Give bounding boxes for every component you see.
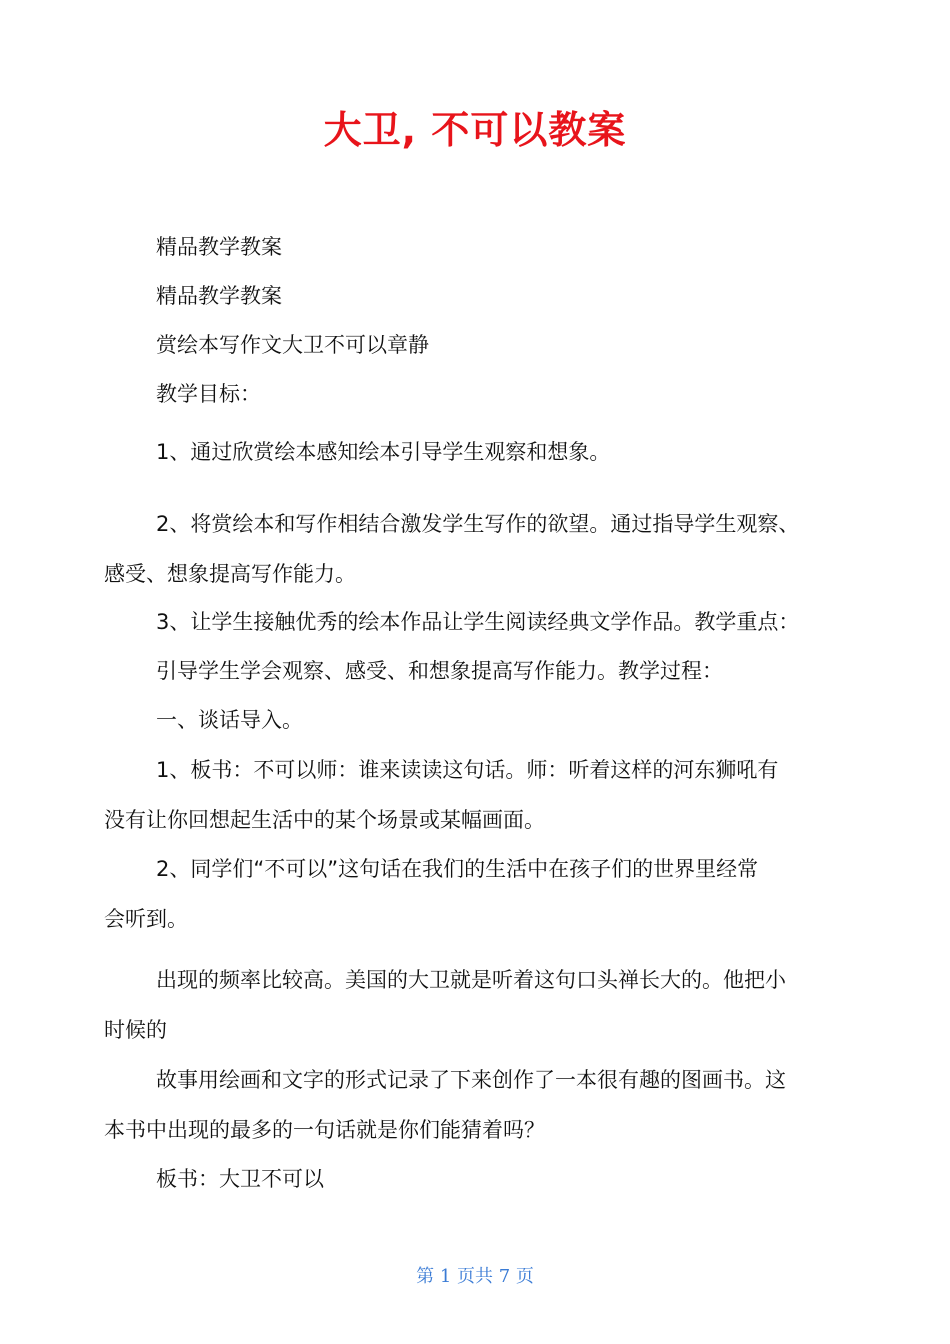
paragraph-line: 会听到。 xyxy=(104,907,188,931)
paragraph xyxy=(104,646,834,696)
paragraph-line: 一、谈话导入。 xyxy=(156,708,303,732)
paragraph xyxy=(104,499,834,599)
paragraph xyxy=(104,320,834,370)
document-title: 大卫, 不可以教案 xyxy=(323,108,627,152)
paragraph-line: 教学目标： xyxy=(156,382,261,406)
paragraph xyxy=(104,369,834,419)
paragraph-line: 没有让你回想起生活中的某个场景或某幅画面。 xyxy=(104,808,545,832)
paragraph-line: 2、同学们“不可以”这句话在我们的生活中在孩子们的世界里经常 xyxy=(156,857,759,881)
paragraph xyxy=(104,427,834,477)
paragraph xyxy=(104,955,834,1055)
paragraph xyxy=(104,597,834,647)
paragraph-line: 1、通过欣赏绘本感知绘本引导学生观察和想象。 xyxy=(156,440,611,464)
paragraph xyxy=(104,222,834,272)
paragraph-line: 感受、想象提高写作能力。 xyxy=(104,562,356,586)
paragraph-line: 3、让学生接触优秀的绘本作品让学生阅读经典文学作品。教学重点： xyxy=(156,610,800,634)
paragraph xyxy=(104,271,834,321)
paragraph-line: 板书：大卫不可以 xyxy=(156,1167,324,1191)
paragraph xyxy=(104,844,834,944)
paragraph-line: 故事用绘画和文字的形式记录了下来创作了一本很有趣的图画书。这 xyxy=(156,1068,786,1092)
paragraph-line: 1、板书：不可以师：谁来读读这句话。师：听着这样的河东狮吼有 xyxy=(156,758,779,782)
paragraph-line: 精品教学教案 xyxy=(156,235,282,259)
paragraph-line: 本书中出现的最多的一句话就是你们能猜着吗？ xyxy=(104,1118,545,1142)
paragraph-line: 出现的频率比较高。美国的大卫就是听着这句口头禅长大的。他把小 xyxy=(156,968,786,992)
paragraph-line: 精品教学教案 xyxy=(156,284,282,308)
paragraph-line: 赏绘本写作文大卫不可以章静 xyxy=(156,333,429,357)
page-number-footer: 第 1 页共 7 页 xyxy=(416,1266,534,1287)
paragraph xyxy=(104,1154,834,1204)
paragraph-line: 时候的 xyxy=(104,1018,167,1042)
paragraph xyxy=(104,745,834,845)
paragraph xyxy=(104,1055,834,1155)
paragraph-line: 2、将赏绘本和写作相结合激发学生写作的欲望。通过指导学生观察、 xyxy=(156,512,800,536)
paragraph-line: 引导学生学会观察、感受、和想象提高写作能力。教学过程： xyxy=(156,659,723,683)
paragraph xyxy=(104,695,834,745)
